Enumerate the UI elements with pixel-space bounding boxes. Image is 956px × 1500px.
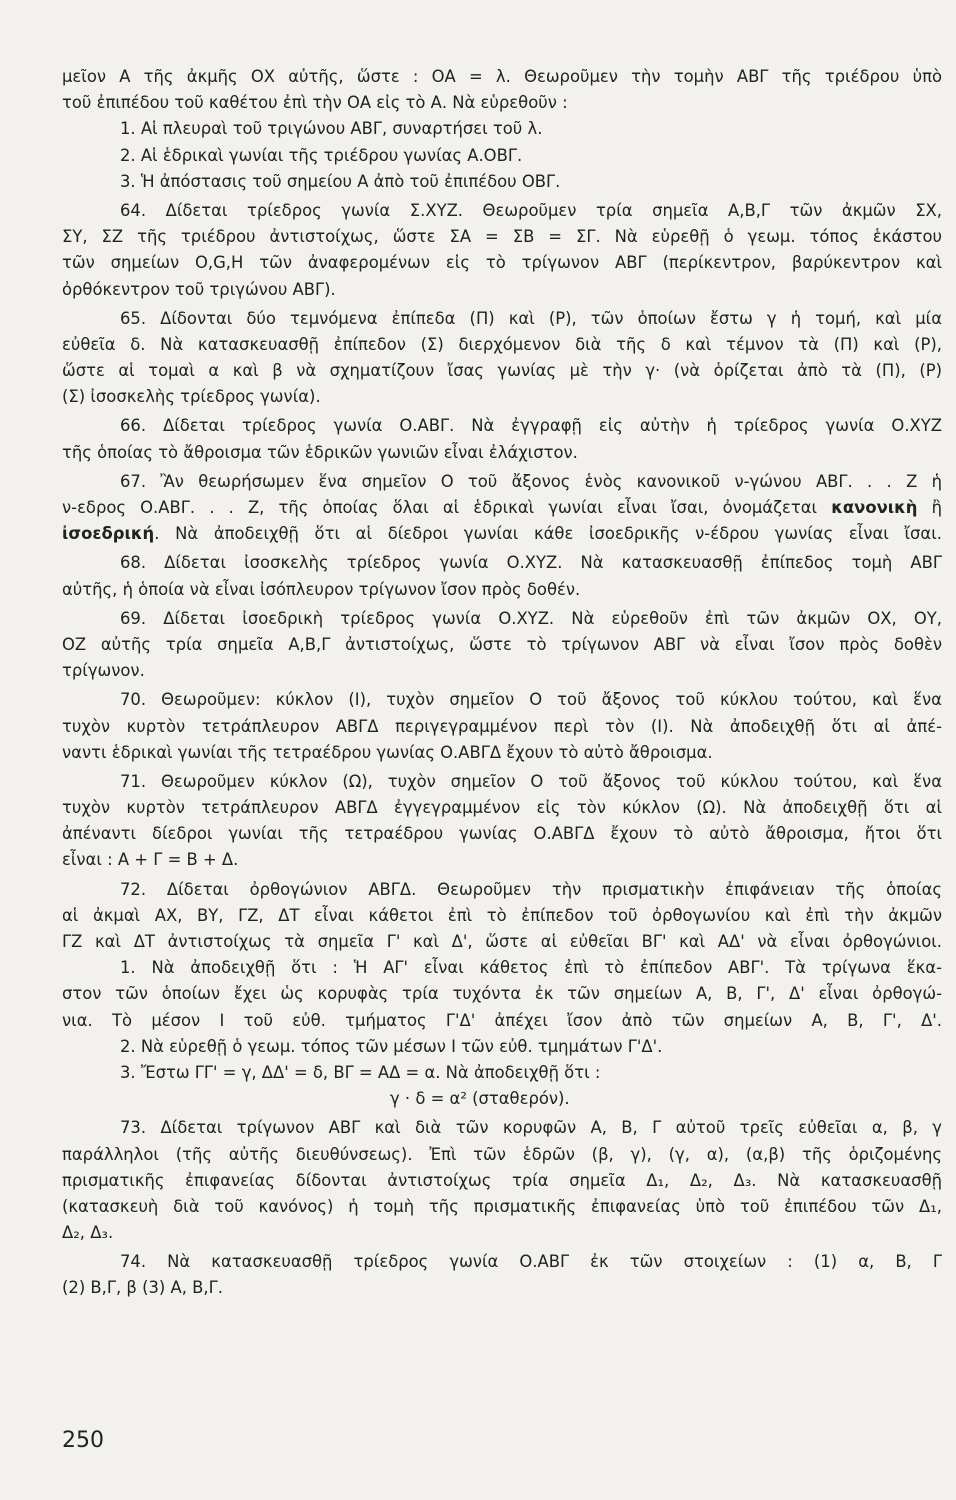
text-line: τῶν σημείων Ο,G,Η τῶν ἀναφερομένων εἰς τὸ τρίγωνον ΑΒΓ (περίκεντρον, βαρύκεντρον καὶ: [62, 253, 942, 273]
text-line: 69. Δίδεται ἰσοεδρικὴ τρίεδρος γωνία Ο.ΧΥΖ. Νὰ εὑρεθοῦν ἐπὶ τῶν ἀκμῶν ΟΧ, ΟΥ,: [120, 608, 942, 628]
text-line: 67. Ἂν θεωρήσωμεν ἕνα σημεῖον Ο τοῦ ἄξονος ἑνὸς κανονικοῦ ν-γώνου ΑΒΓ. . . Ζ ἡ: [120, 471, 942, 491]
text-line: στον τῶν ὁποίων ἔχει ὡς κορυφὰς τρία τυχόντα ἐκ τῶν σημείων Α, Β, Γ', Δ' εἶναι ὀρθογώ-: [62, 984, 942, 1004]
page-number: 250: [62, 1428, 104, 1453]
text-line: 71. Θεωροῦμεν κύκλον (Ω), τυχὸν σημεῖον Ο τοῦ ἄξονος τοῦ κύκλου τούτου, καὶ ἕνα: [120, 771, 942, 791]
text-line: 64. Δίδεται τρίεδρος γωνία Σ.ΧΥΖ. Θεωροῦμεν τρία σημεῖα Α,Β,Γ τῶν ἀκμῶν ΣΧ,: [120, 200, 942, 220]
text-line: ὥστε αἱ τομαὶ α καὶ β νὰ σχηματίζουν ἴσας γωνίας μὲ τὴν γ· (νὰ ὁρίζεται ἀπὸ τὰ (Π), (Ρ): [62, 361, 942, 381]
text-line: εἶναι : Α + Γ = Β + Δ.: [62, 850, 239, 870]
text-line: (κατασκευὴ διὰ τοῦ κανόνος) ἡ τομὴ τῆς πρισματικῆς ἐπιφανείας ὑπὸ τοῦ ἐπιπέδου τῶν Δ₁,: [62, 1196, 942, 1216]
text-line: ΓΖ καὶ ΔΤ ἀντιστοίχως τὰ σημεῖα Γ' καὶ Δ', ὥστε αἱ εὐθεῖαι ΒΓ' καὶ ΑΔ' νὰ εἶναι ὀρθογώνιοι.: [62, 932, 942, 951]
text-line: 2. Νὰ εὑρεθῇ ὁ γεωμ. τόπος τῶν μέσων Ι τῶν εὐθ. τμημάτων Γ'Δ'.: [120, 1036, 663, 1056]
text-line: 68. Δίδεται ἰσοσκελὴς τρίεδρος γωνία Ο.ΧΥΖ. Νὰ κατασκευασθῇ ἐπίπεδος τομὴ ΑΒΓ: [120, 553, 942, 573]
text-line: ΣΥ, ΣΖ τῆς τριέδρου ἀντιστοίχως, ὥστε ΣΑ = ΣΒ = ΣΓ. Νὰ εὑρεθῇ ὁ γεωμ. τόπος ἑκάστου: [62, 227, 942, 247]
text-line: (2) Β,Γ, β (3) Α, Β,Γ.: [62, 1278, 223, 1298]
text-line: τῆς ὁποίας τὸ ἄθροισμα τῶν ἑδρικῶν γωνιῶν εἶναι ἐλάχιστον.: [62, 442, 578, 462]
text-line: τρίγωνον.: [62, 661, 145, 681]
text-line: τοῦ ἐπιπέδου τοῦ καθέτου ἐπὶ τὴν ΟΑ εἰς τὸ Α. Νὰ εὑρεθοῦν :: [62, 93, 568, 113]
text-line: 1. Αἱ πλευραὶ τοῦ τριγώνου ΑΒΓ, συναρτήσει τοῦ λ.: [120, 119, 543, 139]
text-line: αἱ ἀκμαὶ ΑΧ, ΒΥ, ΓΖ, ΔΤ εἶναι κάθετοι ἐπὶ τὸ ἐπίπεδον τοῦ ὀρθογωνίου καὶ ἐπὶ τὴν ἀκμῶν: [62, 905, 942, 925]
text-line: 66. Δίδεται τρίεδρος γωνία Ο.ΑΒΓ. Νὰ ἐγγραφῇ εἰς αὐτὴν ἡ τρίεδρος γωνία Ο.ΧΥΖ: [120, 416, 942, 436]
text-line: παράλληλοι (τῆς αὐτῆς διευθύνσεως). Ἐπὶ τῶν ἑδρῶν (β, γ), (γ, α), (α,β) τῆς ὁριζομένης: [62, 1144, 942, 1164]
text-line: τυχὸν κυρτὸν τετράπλευρον ΑΒΓΔ περιγεγραμμένον περὶ τὸν (Ι). Νὰ ἀποδειχθῇ ὅτι αἱ ἀπέ-: [62, 716, 942, 736]
text-line: 3. Ἔστω ΓΓ' = γ, ΔΔ' = δ, ΒΓ = ΑΔ = α. Νὰ ἀποδειχθῇ ὅτι :: [120, 1062, 601, 1082]
page-body-text: [62, 64, 942, 1302]
text-line: ΟΖ αὐτῆς τρία σημεῖα Α,Β,Γ ἀντιστοίχως, ὥστε τὸ τρίγωνον ΑΒΓ νὰ εἶναι ἴσον πρὸς δοθὲν: [62, 634, 942, 654]
text-line: τυχὸν κυρτὸν τετράπλευρον ΑΒΓΔ ἐγγεγραμμένον εἰς τὸν κύκλον (Ω). Νὰ ἀποδειχθῇ ὅτι αἱ: [62, 798, 942, 818]
text-line: 70. Θεωροῦμεν: κύκλον (Ι), τυχὸν σημεῖον Ο τοῦ ἄξονος τοῦ κύκλου τούτου, καὶ ἕνα: [120, 690, 942, 710]
text-line: 73. Δίδεται τρίγωνον ΑΒΓ καὶ διὰ τῶν κορυφῶν Α, Β, Γ αὐτοῦ τρεῖς εὐθεῖαι α, β, γ: [120, 1118, 942, 1138]
text-line: 74. Νὰ κατασκευασθῇ τρίεδρος γωνία Ο.ΑΒΓ ἐκ τῶν στοιχείων : (1) α, Β, Γ: [120, 1252, 942, 1272]
text-line: ἀπέναντι δίεδροι γωνίαι τῆς τετραέδρου γωνίας Ο.ΑΒΓΔ ἔχουν τὸ αὐτὸ ἄθροισμα, ἤτοι ὅτι: [62, 824, 942, 844]
text-line: 72. Δίδεται ὀρθογώνιον ΑΒΓΔ. Θεωροῦμεν τὴν πρισματικὴν ἐπιφάνειαν τῆς ὁποίας: [120, 879, 942, 899]
text-line: ὀρθόκεντρον τοῦ τριγώνου ΑΒΓ).: [62, 279, 336, 299]
text-line: 1. Νὰ ἀποδειχθῇ ὅτι : Ἡ ΑΓ' εἶναι κάθετος ἐπὶ τὸ ἐπίπεδον ΑΒΓ'. Τὰ τρίγωνα ἕκα-: [120, 958, 942, 978]
text-line: ν-εδρος Ο.ΑΒΓ. . . Ζ, τῆς ὁποίας ὅλαι αἱ ἑδρικαὶ γωνίαι εἶναι ἴσαι, ὀνομάζεται κανονικὴ ἢ: [62, 498, 942, 517]
text-line: μεῖον Α τῆς ἀκμῆς ΟΧ αὐτῆς, ὥστε : ΟΑ = λ. Θεωροῦμεν τὴν τομὴν ΑΒΓ τῆς τριέδρου ὑπὸ: [62, 67, 942, 86]
text-line: αὐτῆς, ἡ ὁποία νὰ εἶναι ἰσόπλευρον τρίγωνον ἴσον πρὸς δοθέν.: [62, 579, 581, 599]
text-line: 3. Ἡ ἀπόστασις τοῦ σημείου Α ἀπὸ τοῦ ἐπιπέδου ΟΒΓ.: [120, 171, 561, 191]
text-line: γ · δ = α² (σταθερόν).: [390, 1089, 570, 1109]
text-line: νια. Τὸ μέσον Ι τοῦ εὐθ. τμήματος Γ'Δ' ἀπέχει ἴσον ἀπὸ τῶν σημείων Α, Β, Γ', Δ'.: [62, 1010, 942, 1030]
text-line: 65. Δίδονται δύο τεμνόμενα ἐπίπεδα (Π) καὶ (Ρ), τῶν ὁποίων ἔστω γ ἡ τομή, καὶ μία: [120, 308, 942, 328]
text-line: εὐθεῖα δ. Νὰ κατασκευασθῇ ἐπίπεδον (Σ) διερχόμενον διὰ τῆς δ καὶ τέμνον τὰ (Π) καὶ (Ρ),: [62, 334, 942, 354]
text-line: (Σ) ἰσοσκελὴς τρίεδρος γωνία).: [62, 387, 321, 407]
text-line: Δ₂, Δ₃.: [62, 1223, 114, 1243]
text-line: ναντι ἑδρικαὶ γωνίαι τῆς τετραέδρου γωνίας Ο.ΑΒΓΔ ἔχουν τὸ αὐτὸ ἄθροισμα.: [62, 742, 713, 762]
text-line: πρισματικῆς ἐπιφανείας δίδονται ἀντιστοίχως τρία σημεῖα Δ₁, Δ₂, Δ₃. Νὰ κατασκευασθῇ: [62, 1170, 942, 1190]
text-line: ἰσοεδρική. Νὰ ἀποδειχθῇ ὅτι αἱ δίεδροι γωνίαι κάθε ἰσοεδρικῆς ν-έδρου γωνίας εἶναι ἴσαι.: [62, 524, 942, 544]
text-line: 2. Αἱ ἑδρικαὶ γωνίαι τῆς τριέδρου γωνίας Α.ΟΒΓ.: [120, 145, 523, 165]
